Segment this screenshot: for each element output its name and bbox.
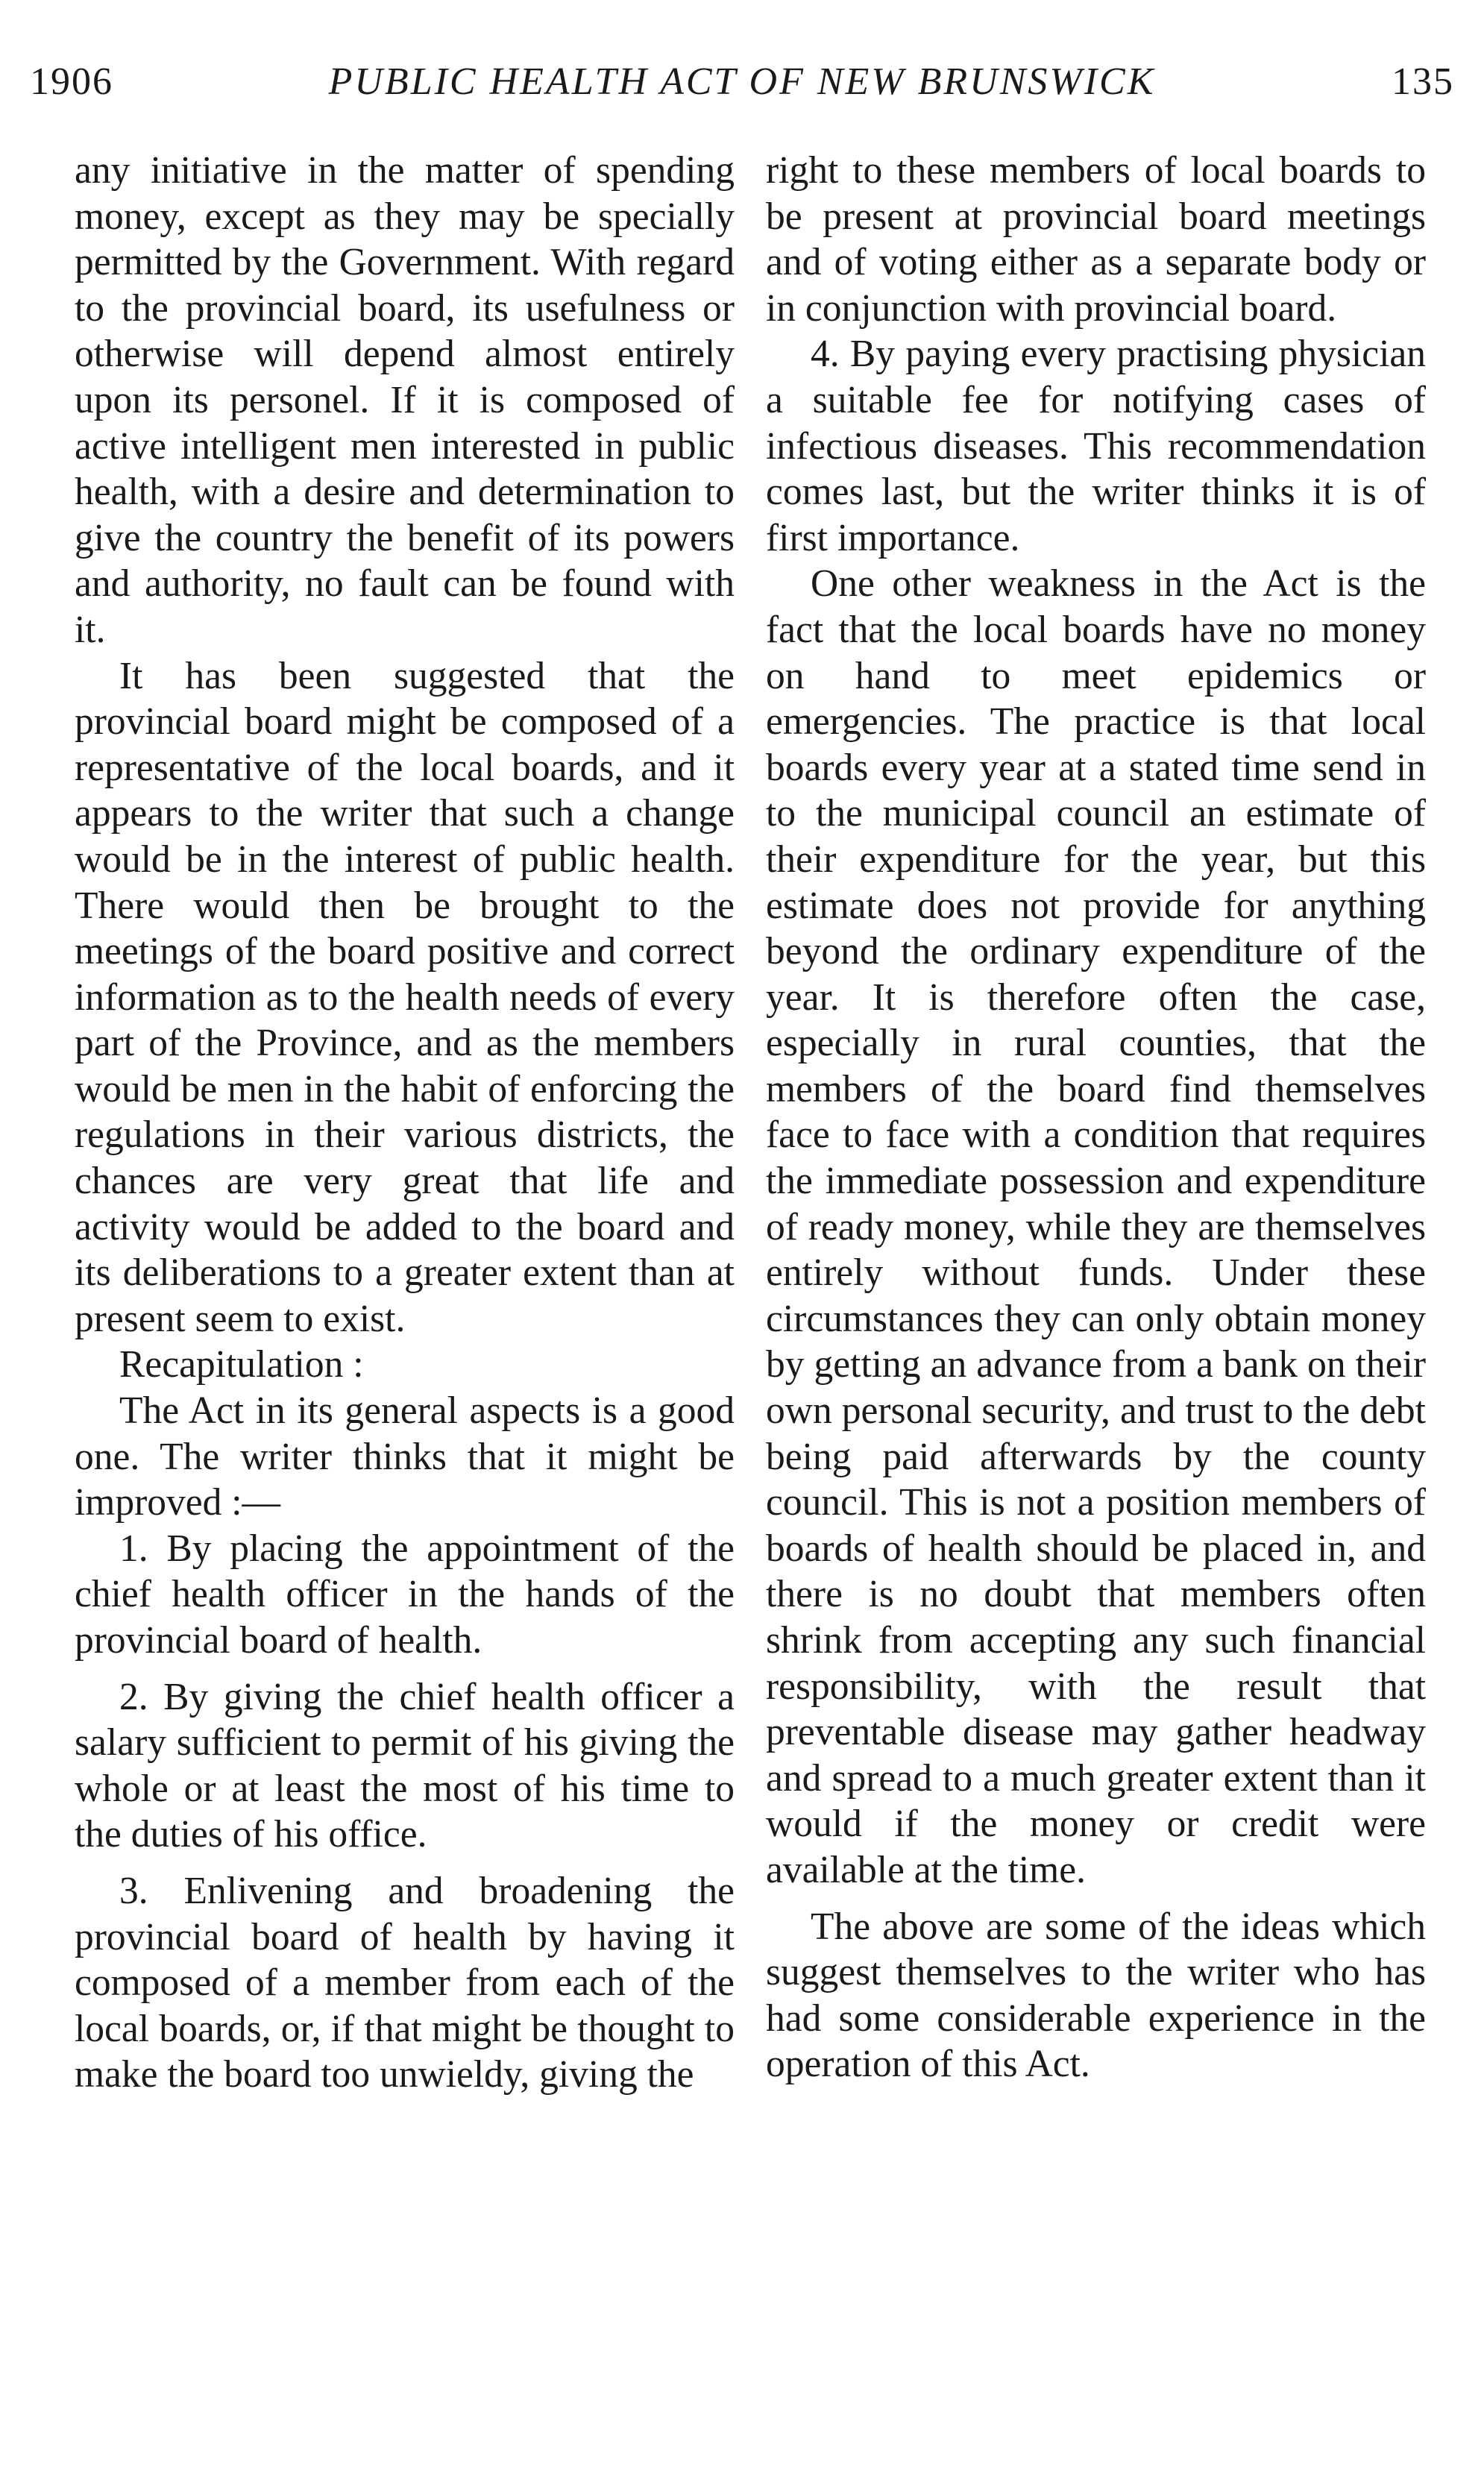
paragraph: right to these members of local boards to be present at provincial board meetings and of voting either as a separate body or in conjunction with provincial board. xyxy=(766,149,1426,330)
page-number: 135 xyxy=(1392,60,1454,103)
header-title: PUBLIC HEALTH ACT OF NEW BRUNSWICK xyxy=(328,60,1156,103)
paragraph: The Act in its general aspects is a good one. The writer thinks that it might be improved :— xyxy=(75,1389,735,1524)
list-item: 4. By paying every practising physician a suitable fee for notifying cases of infectious diseases. This recommendation comes last, but the writer thinks it is of first importance. xyxy=(766,333,1426,559)
paragraph: Recapitulation : xyxy=(119,1343,364,1386)
left-column xyxy=(75,148,735,2098)
running-header xyxy=(22,60,1462,119)
paragraph: any initiative in the matter of spending money, except as they may be specially permitted by the Government. With regard to the provincial board, its usefulness or otherwise will depend almost entirely upon its personel. If it is composed of active intelligent men interested in public health, with a desire and determination to give the country the benefit of its powers and authority, no fault can be found with it. xyxy=(75,149,735,651)
right-column xyxy=(766,148,1426,2087)
list-item: 3. Enlivening and broadening the provincial board of health by having it composed of a member from each of the local boards, or, if that might be thought to make the board too unwieldy, giving the xyxy=(75,1869,735,2096)
header-year: 1906 xyxy=(30,60,113,103)
paragraph: One other weakness in the Act is the fact that the local boards have no money on hand to meet epidemics or emergencies. The practice is that local boards every year at a stated time send in to the municipal council an estimate of their expenditure for the year, but this estimate does not provide for anything beyond the ordinary expenditure of the year. It is therefore often the case, especially in rural counties, that the members of the board find themselves face to face with a condition that requires the immediate possession and expenditure of ready money, while they are themselves entirely without funds. Under these circumstances they can only obtain money by getting an advance from a bank on their own personal security, and trust to the debt being paid afterwards by the county council. This is not a position members of boards of health should be placed in, and there is no doubt that members often shrink from accepting any such financial responsibility, with the result that preventable disease may gather headway and spread to a much greater extent than it would if the money or credit were available at the time. xyxy=(766,562,1426,1891)
paragraph: It has been suggested that the provincial board might be composed of a representative of the local boards, and it appears to the writer that such a change would be in the interest of public health. There would then be brought to the meetings of the board positive and correct information as to the health needs of every part of the Province, and as the members would be men in the habit of enforcing the regulations in their various districts, the chances are very great that life and activity would be added to the board and its deliberations to a greater extent than at present seem to exist. xyxy=(75,654,735,1340)
list-item: 1. By placing the appointment of the chief health officer in the hands of the provincial board of health. xyxy=(75,1527,735,1662)
paragraph: The above are some of the ideas which suggest themselves to the writer who has had some considerable experience in the operation of this Act. xyxy=(766,1905,1426,2086)
list-item: 2. By giving the chief health officer a salary sufficient to permit of his giving the whole or at least the most of his time to the duties of his office. xyxy=(75,1675,735,1856)
